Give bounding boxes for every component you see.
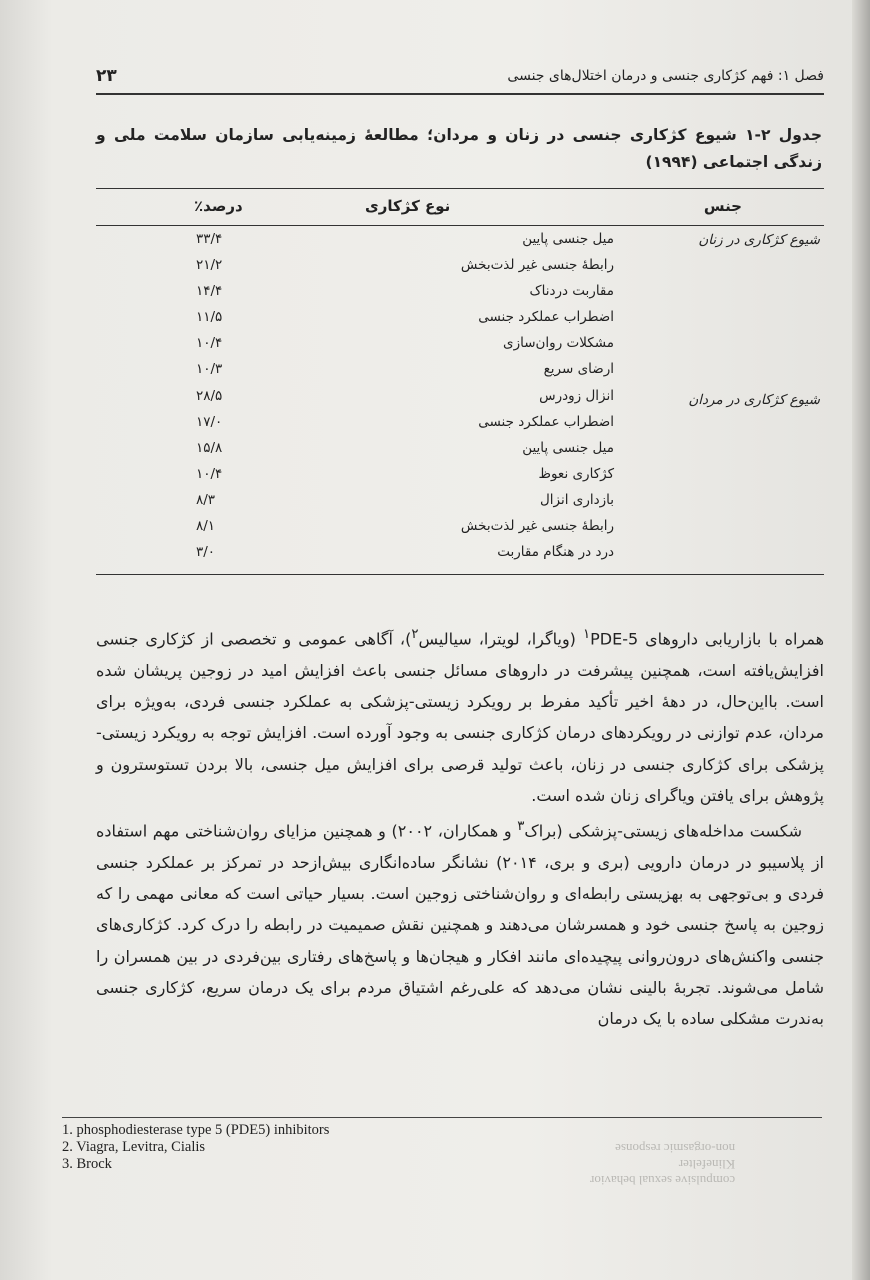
- dysfunction-type: بازداری انزال: [539, 491, 614, 508]
- prevalence-percent: ۱۰/۳: [196, 361, 223, 378]
- footnote-3: 3. Brock: [62, 1156, 112, 1172]
- prevalence-percent: ۱۵/۸: [196, 439, 223, 456]
- pde5-term: PDE-5: [590, 629, 639, 649]
- footnote-rule: [62, 1117, 822, 1118]
- table-row: [96, 464, 824, 490]
- show-through-text: [590, 1140, 735, 1188]
- dysfunction-type: اضطراب عملکرد جنسی: [478, 413, 614, 430]
- prevalence-percent: ۱۰/۴: [196, 465, 223, 482]
- paragraph-2: [96, 811, 824, 1034]
- prevalence-percent: ۸/۳: [196, 491, 216, 508]
- header-sex: جنس: [703, 197, 742, 215]
- show-through-line: Klinefelter: [678, 1157, 736, 1172]
- footnote-2: 2. Viagra, Levitra, Cialis: [62, 1139, 206, 1155]
- prevalence-percent: ۲۱/۲: [196, 257, 223, 274]
- footnote-ref-1: ۱: [582, 627, 591, 642]
- dysfunction-type: میل جنسی پایین: [522, 231, 614, 247]
- running-header: [96, 64, 824, 92]
- prevalence-percent: ۲۸/۵: [196, 387, 223, 404]
- table-row: [96, 307, 824, 333]
- show-through-line: compulsive sexual behavior: [590, 1173, 736, 1188]
- chapter-title: فصل ۱: فهم کژکاری جنسی و درمان اختلال‌های جنسی: [507, 68, 824, 84]
- paragraph-1: [96, 619, 824, 811]
- table-row: [96, 359, 824, 385]
- footnote-ref-2: ۲: [411, 627, 419, 642]
- table-row: [96, 412, 824, 438]
- header-percent: درصد٪: [194, 197, 243, 215]
- table-row: [96, 438, 824, 464]
- dysfunction-type: مشکلات روان‌سازی: [503, 335, 614, 352]
- prevalence-percent: ۱۰/۴: [196, 335, 223, 352]
- prevalence-percent: ۱۴/۴: [196, 283, 223, 300]
- dysfunction-type: رابطهٔ جنسی غیر لذت‌بخش: [460, 257, 614, 274]
- table-top-rule: [96, 188, 824, 189]
- prevalence-percent: ۳۳/۴: [196, 231, 223, 247]
- dysfunction-type: درد در هنگام مقاربت: [497, 544, 614, 561]
- text-run: شکست مداخله‌های زیستی-پزشکی (براک: [524, 821, 802, 841]
- group-women: شیوع کژکاری در زنان: [698, 232, 820, 248]
- body-text: [96, 619, 824, 1035]
- footnote-ref-3: ۳: [517, 819, 525, 835]
- table-row: [96, 255, 824, 281]
- dysfunction-type: میل جنسی پایین: [522, 439, 614, 456]
- text-run: )، آگاهی عمومی و تخصصی از کژکاری جنسی افزایش‌یافته است، همچنین پیشرفت در داروهای مسائل جنسی باعث افزایش امید در زوجین پریشان شده است. بااین‌حال، در دههٔ اخیر تأکید مفرط بر رویکرد زیستی-پزشکی به عملکرد جنسی فردی، به‌ویژه برای مردان، عدم توازنی در رویکردهای درمان کژکاری جنسی به وجود آورده است. افزایش توجه به رویکرد زیستی- پزشکی برای کژکاری جنسی در زنان، باعث تولید قرصی برای افزایش میل جنسی، بالا بردن تستوسترون و پژوهش برای یافتن ویاگرای زنان شده است.: [96, 629, 824, 805]
- footnotes: [62, 1122, 329, 1173]
- dysfunction-type: ارضای سریع: [543, 361, 614, 378]
- group-men: شیوع کژکاری در مردان: [688, 392, 820, 408]
- dysfunction-type: مقاربت دردناک: [529, 283, 614, 300]
- text-run: و همکاران، ۲۰۰۲) و همچنین مزایای روان‌شناختی مهم استفاده از پلاسیبو در درمان دارویی (بری و بری، ۲۰۱۴) نشانگر ساده‌انگاری بیش‌ازحد در تمرکز بر عملکرد جنسی فردی و بی‌توجهی به بهزیستی رابطه‌ای و روان‌شناختی زوجین است. بسیار حیاتی است که معانی مهمی را که زوجین به پاسخ جنسی خود و همسرشان می‌دهند و همچنین نقش صمیمیت در رابطه را درک کرد. کژکاری‌های جنسی واکنش‌های درون‌روانی پیچیده‌ای مانند افکار و هیجان‌ها و پاسخ‌های رفتاری بین‌فردی در بین همسران را شامل می‌شوند. تجربهٔ بالینی نشان می‌دهد که علی‌رغم اشتیاق مردم برای یک درمان سریع، کژکاری جنسی به‌ندرت مشکلی ساده با یک درمان: [96, 821, 824, 1029]
- table-header-rule: [96, 225, 824, 226]
- table-row: [96, 229, 824, 255]
- table-row: [96, 386, 824, 412]
- prevalence-percent: ۳/۰: [196, 544, 216, 561]
- table-row: [96, 542, 824, 568]
- page-edge: [852, 0, 870, 1280]
- header-rule: [96, 93, 824, 95]
- dysfunction-type: اضطراب عملکرد جنسی: [478, 309, 614, 326]
- table-row: [96, 281, 824, 307]
- prevalence-percent: ۸/۱: [196, 518, 216, 535]
- page-number: ۲۳: [96, 66, 117, 86]
- table-row: [96, 516, 824, 542]
- header-type: نوع کژکاری: [365, 197, 451, 215]
- dysfunction-type: رابطهٔ جنسی غیر لذت‌بخش: [460, 518, 614, 535]
- footnote-1: 1. phosphodiesterase type 5 (PDE5) inhibitors: [62, 1122, 330, 1138]
- table-bottom-rule: [96, 574, 824, 575]
- dysfunction-type: انزال زودرس: [539, 387, 614, 404]
- table-body: [96, 229, 824, 568]
- show-through-line: non-orgasmic response: [615, 1141, 736, 1156]
- prevalence-percent: ۱۱/۵: [196, 309, 223, 326]
- prevalence-percent: ۱۷/۰: [196, 413, 223, 430]
- table-caption: جدول ۲-۱ شیوع کژکاری جنسی در زنان و مردان؛ مطالعهٔ زمینه‌یابی سازمان سلامت ملی و زندگی اجتماعی (۱۹۹۴): [96, 126, 822, 171]
- dysfunction-type: کژکاری نعوظ: [538, 465, 614, 482]
- table-row: [96, 490, 824, 516]
- text-run: (ویاگرا، لویترا، سیالیس: [418, 629, 576, 649]
- text-run: همراه با بازاریابی داروهای: [645, 629, 825, 649]
- table-row: [96, 333, 824, 359]
